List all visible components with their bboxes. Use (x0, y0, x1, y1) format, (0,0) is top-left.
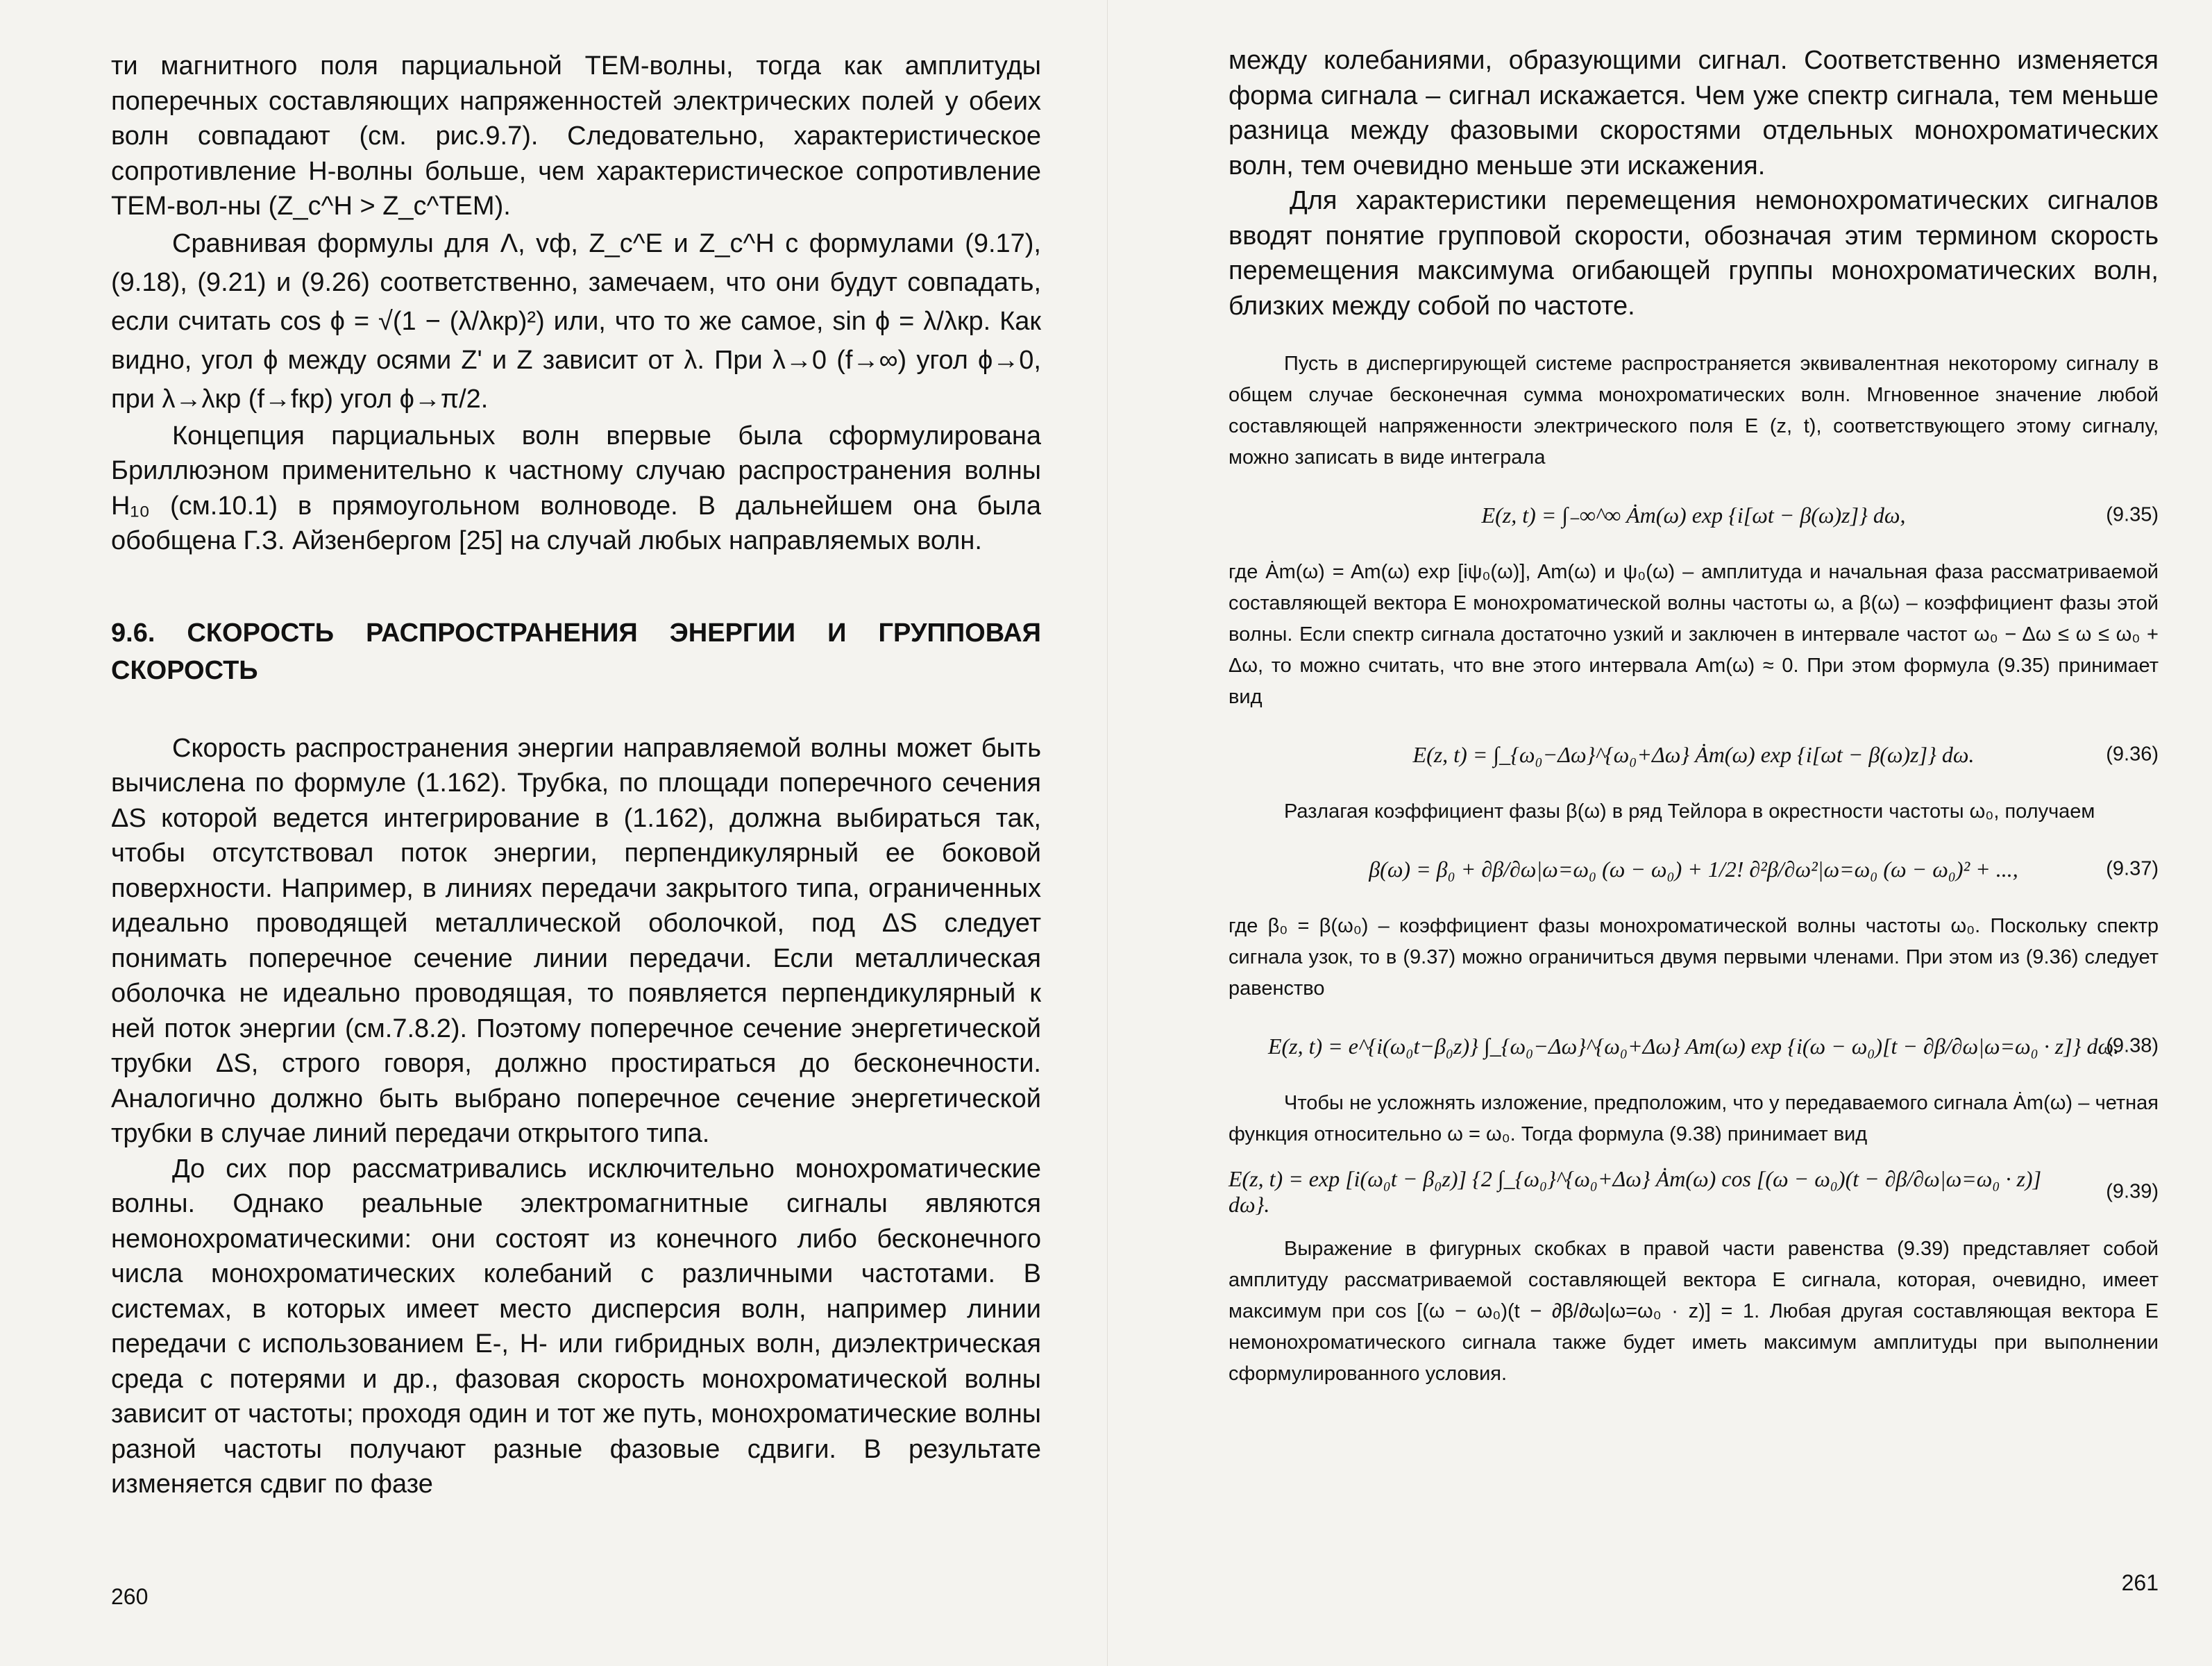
left-para-2: Сравнивая формулы для Λ, vф, Z_c^E и Z_c^H с формулами (9.17), (9.18), (9.21) и (9.26) соответственно, замечаем, что они будут совпадать, если считать cos ϕ = √(1 − (λ/λкр)²) или, что то же самое, sin ϕ = λ/λкр. Как видно, угол ϕ между осями Z' и Z зависит от λ. При λ→0 (f→∞) угол ϕ→0, при λ→λкр (f→fкр) угол ϕ→π/2. (111, 228, 1042, 414)
page-number-left: 260 (111, 1584, 149, 1609)
right-para-2: Для характеристики перемещения немонохроматических сигналов вводят понятие групповой скорости, обозначая этим термином скорость перемещения максимума огибающей группы монохроматических волн, близких между собой по частоте. (1229, 186, 2159, 321)
right-small-6: Выражение в фигурных скобках в правой части равенства (9.39) представляет собой амплитуду рассматриваемой составляющей вектора E сигнала, которая, очевидно, имеет максимум при cos [(ω − ω₀)(t − ∂β/∂ω|ω=ω₀ · z)] = 1. Любая другая составляющая вектора E немонохроматического сигнала также будет иметь максимум амплитуды при выполнении сформулированного условия. (1229, 1238, 2159, 1385)
equation-9-37 (1229, 827, 2159, 911)
left-para-5: До сих пор рассматривались исключительно монохроматические волны. Однако реальные электромагнитные сигналы являются немонохроматическими: они состоят из конечного либо бесконечного числа монохроматических колебаний с различными частотами. В системах, в которых имеет место дисперсия волн, например линии передачи с использованием E-, H- или гибридных волн, диэлектрическая среда с потерями и др., фазовая скорость монохроматической волны зависит от частоты; проходя один и тот же путь, монохроматические волны разной частоты получают разные фазовые сдвиги. В результате изменяется сдвиг по фазе (111, 1154, 1041, 1499)
right-para-1: между колебаниями, образующими сигнал. Соответственно изменяется форма сигнала – сигнал искажается. Чем уже спектр сигнала, тем меньше разница между фазовыми скоростями отдельных монохроматических волн, тем очевидно меньше эти искажения. (1229, 46, 2159, 180)
left-page (0, 0, 1104, 1666)
equation-9-37-number: (9.37) (2106, 857, 2159, 880)
right-small-3: Разлагая коэффициент фазы β(ω) в ряд Тейлора в окрестности частоты ω₀, получаем (1284, 800, 2095, 823)
equation-9-38-number: (9.38) (2106, 1034, 2159, 1057)
equation-9-39 (1229, 1150, 2159, 1234)
page-gutter (1107, 0, 1108, 1666)
equation-9-39-expr: E(z, t) = exp [i(ω₀t − β₀z)] {2 ∫_{ω₀}^{ω₀+Δω} Ȧm(ω) cos [(ω − ω₀)(t − ∂β/∂ω|ω=ω₀ · z)] dω}. (1229, 1166, 2042, 1217)
left-para-1: ти магнитного поля парциальной TEM-волны, тогда как амплитуды поперечных составляющих напряженностей электрических полей у обеих волн совпадают (см. рис.9.7). Следовательно, характеристическое сопротивление H-волны больше, чем характеристическое сопротивление TEM-вол-ны (Z_c^H > Z_c^TEM). (111, 51, 1041, 221)
equation-9-37-expr: β(ω) = β₀ + ∂β/∂ω|ω=ω₀ (ω − ω₀) + 1/2! ∂²β/∂ω²|ω=ω₀ (ω − ω₀)² + ..., (1369, 856, 2018, 882)
page-number-right: 261 (2121, 1570, 2159, 1595)
right-small-2: где Ȧm(ω) = Am(ω) exp [iψ₀(ω)], Am(ω) и ψ₀(ω) – амплитуда и начальная фаза рассматриваемой составляющей вектора E монохроматической волны частоты ω, а β(ω) – коэффициент фазы этой волны. Если спектр сигнала достаточно узкий и заключен в интервале частот ω₀ − Δω ≤ ω ≤ ω₀ + Δω, то можно считать, что вне этого интервала Am(ω) ≈ 0. При этом формула (9.35) принимает вид (1229, 561, 2159, 708)
right-column (1229, 43, 2159, 1390)
equation-9-36-expr: E(z, t) = ∫_{ω₀−Δω}^{ω₀+Δω} Ȧm(ω) exp {i[ωt − β(ω)z]} dω. (1412, 741, 1975, 767)
right-small-4: где β₀ = β(ω₀) – коэффициент фазы монохроматической волны частоты ω₀. Поскольку спектр сигнала узок, то в (9.37) можно ограничиться двумя первыми членами. При этом из (9.36) следует равенство (1229, 915, 2159, 1000)
equation-9-35-number: (9.35) (2106, 503, 2159, 526)
equation-9-38 (1229, 1004, 2159, 1088)
right-page (1111, 0, 2212, 1666)
left-column (111, 49, 1041, 1502)
equation-9-35 (1229, 473, 2159, 557)
equation-9-36-number: (9.36) (2106, 743, 2159, 766)
left-para-3: Концепция парциальных волн впервые была сформулирована Бриллюэном применительно к частному случаю распространения волны H₁₀ (см.10.1) в прямоугольном волноводе. В дальнейшем она была обобщена Г.З. Айзенбергом [25] на случай любых направляемых волн. (111, 421, 1041, 555)
left-para-4: Скорость распространения энергии направляемой волны может быть вычислена по формуле (1.162). Трубка, по площади поперечного сечения ΔS которой ведется интегрирование в (1.162), должна выбираться так, чтобы отсутствовал поток энергии, перпендикулярный ее боковой поверхности. Например, в линиях передачи закрытого типа, ограниченных идеально проводящей металлической оболочкой, под ΔS следует понимать поперечное сечение линии передачи. Если металлическая оболочка не идеально проводящая, то появляется перпендикулярный к ней поток энергии (см.7.8.2). Поэтому поперечное сечение энергетической трубки ΔS, строго говоря, должно простираться до бесконечности. Аналогично должно быть выбрано поперечное сечение энергетической трубки в случае линий передачи открытого типа. (111, 733, 1041, 1148)
section-heading: 9.6. СКОРОСТЬ РАСПРОСТРАНЕНИЯ ЭНЕРГИИ И ГРУППОВАЯ СКОРОСТЬ (111, 618, 1041, 685)
right-small-1: Пусть в диспергирующей системе распространяется эквивалентная некоторому сигналу в общем случае бесконечная сумма монохроматических волн. Мгновенное значение любой составляющей напряженности электрического поля E (z, t), соответствующего этому сигналу, можно записать в виде интеграла (1229, 353, 2159, 469)
equation-9-38-expr: E(z, t) = e^{i(ω₀t−β₀z)} ∫_{ω₀−Δω}^{ω₀+Δω} Am(ω) exp {i(ω − ω₀)[t − ∂β/∂ω|ω=ω₀ · z]} dω. (1267, 1033, 2120, 1059)
equation-9-36 (1229, 713, 2159, 796)
equation-9-39-number: (9.39) (2106, 1180, 2159, 1203)
right-small-5: Чтобы не усложнять изложение, предположим, что у передаваемого сигнала Ȧm(ω) – четная функция относительно ω = ω₀. Тогда формула (9.38) принимает вид (1229, 1092, 2159, 1145)
equation-9-35-expr: E(z, t) = ∫₋∞^∞ Ȧm(ω) exp {i[ωt − β(ω)z]} dω, (1481, 503, 1906, 528)
